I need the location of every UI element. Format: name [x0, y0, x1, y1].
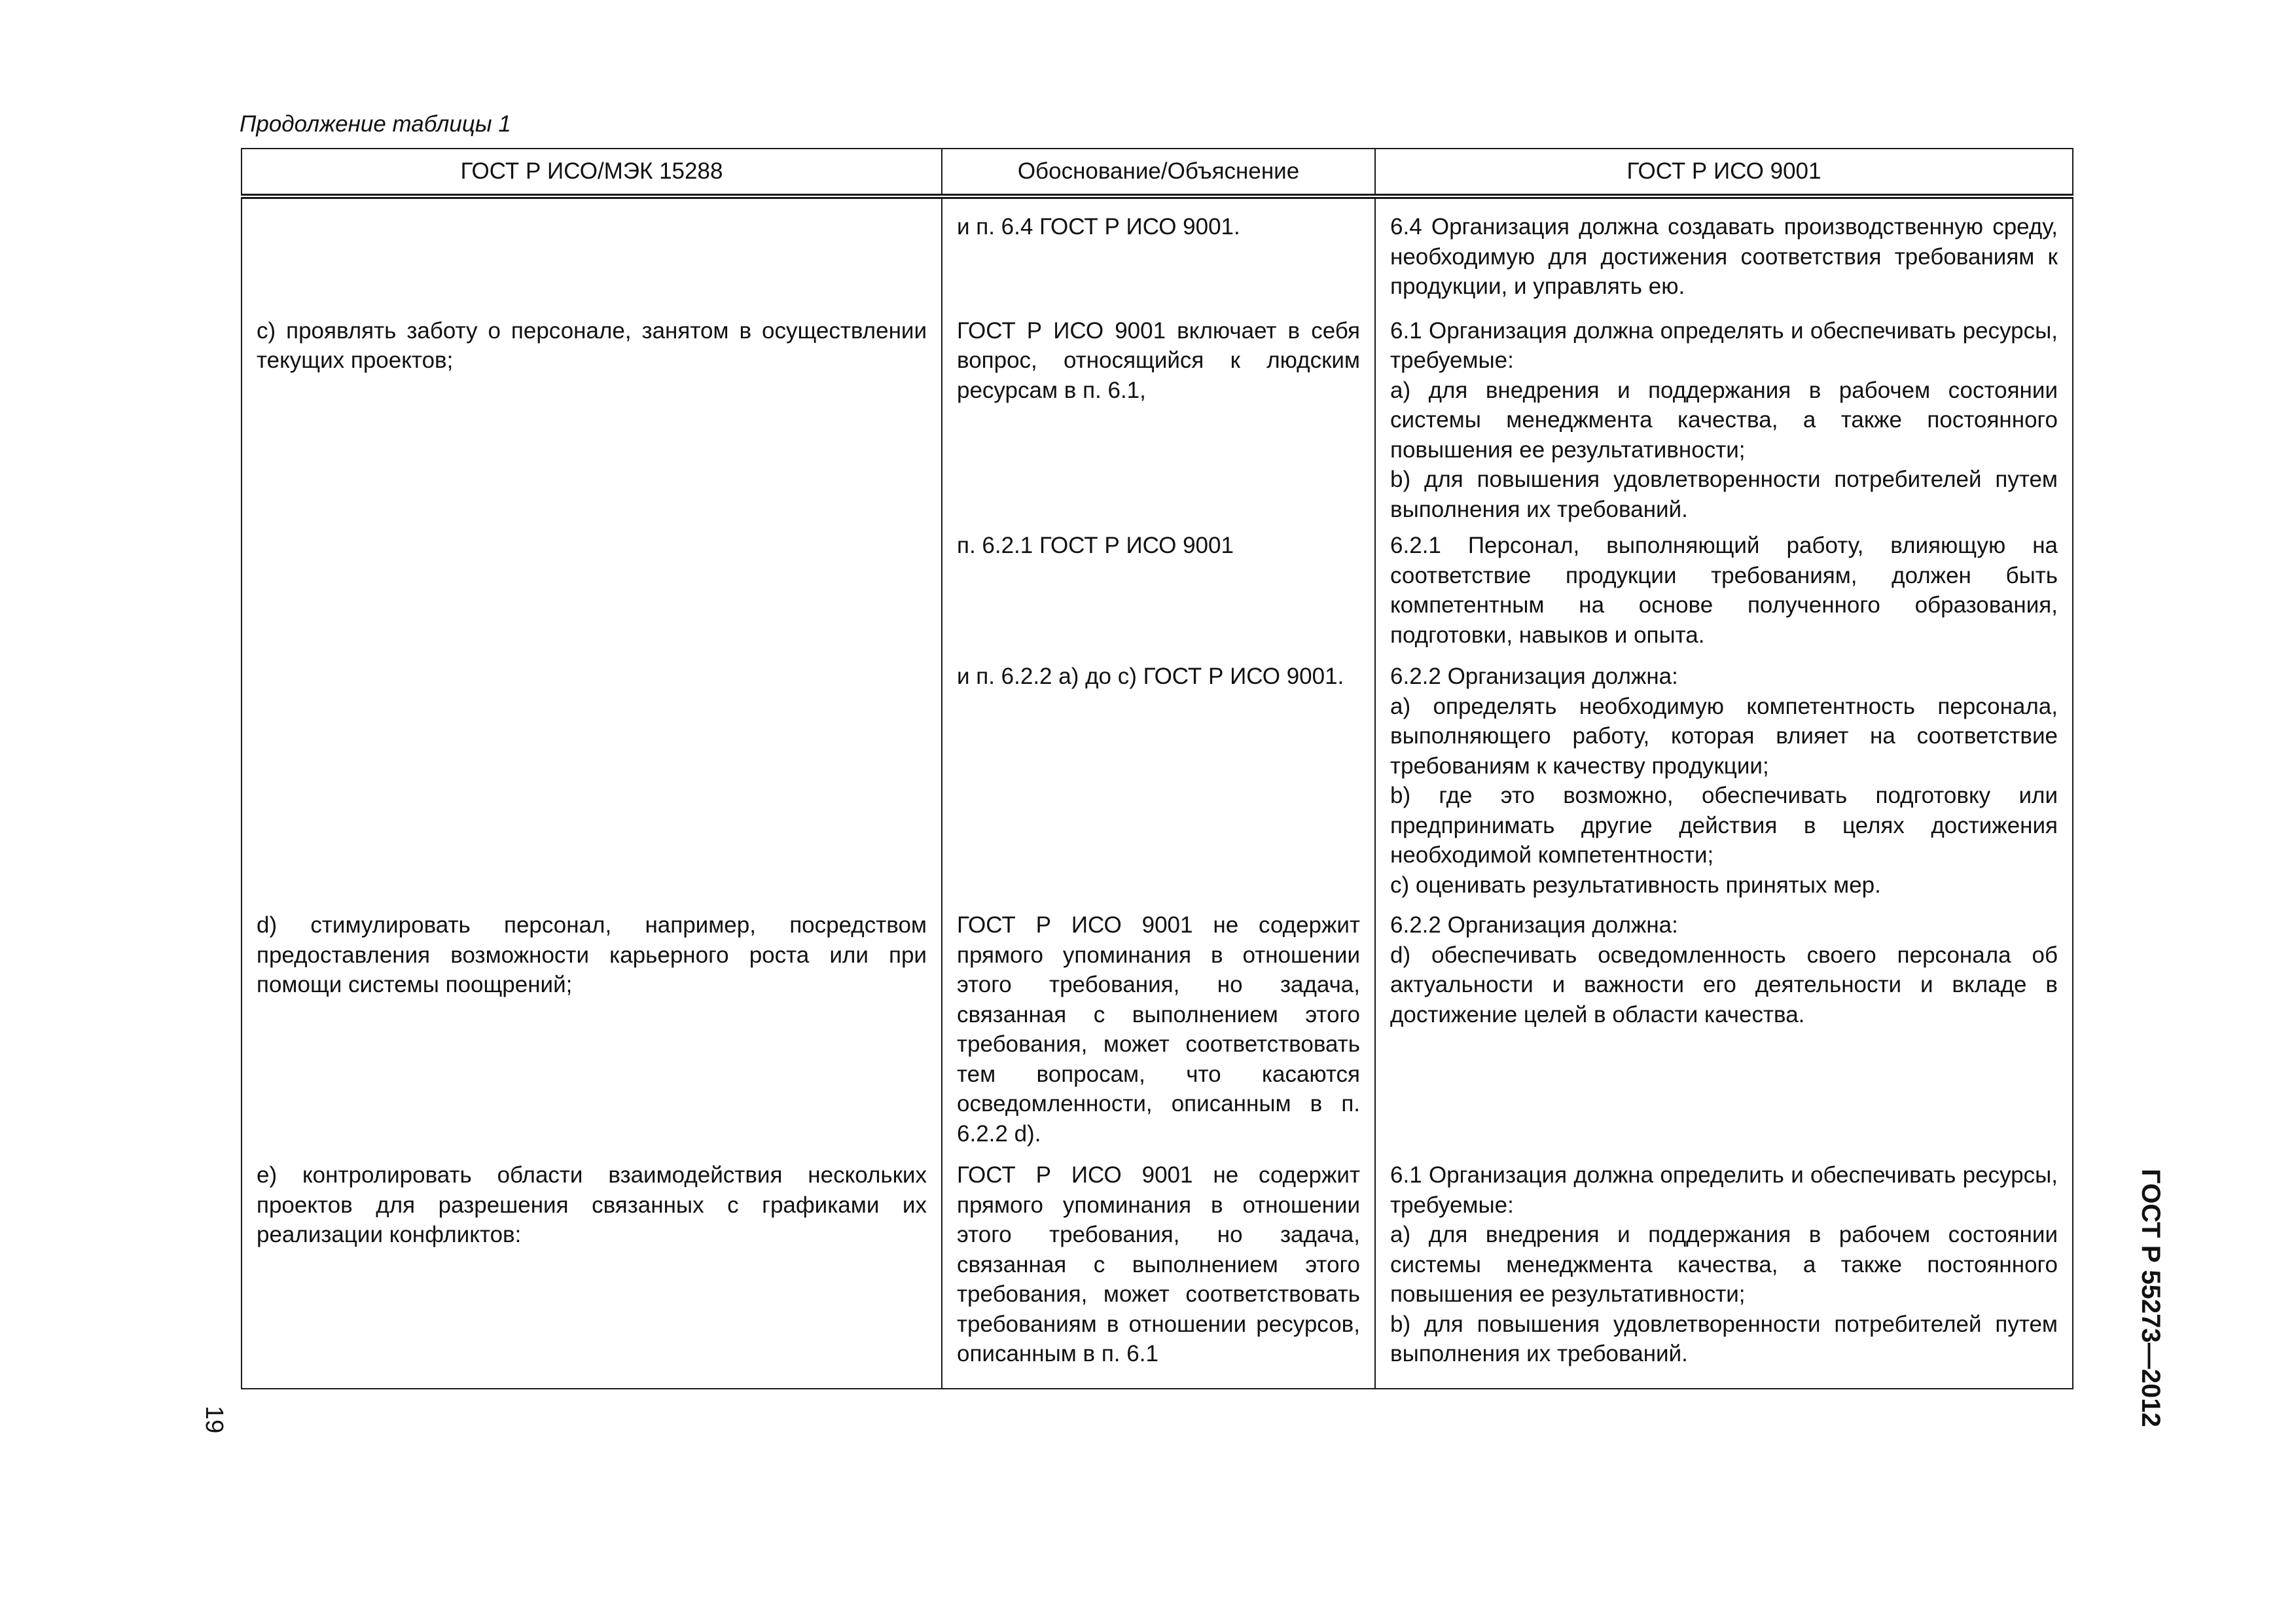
page-number: 19	[200, 1406, 228, 1434]
table-row	[242, 904, 2073, 1149]
cell-15288	[242, 655, 942, 904]
cell-paragraph: ГОСТ Р ИСО 9001 не содержит прямого упоминания в отношении этого требования, но задача, связанная с выполнением этого требования, может соответствовать требованиям в отношении ресурсов, описанным в п. 6.1	[957, 1162, 1360, 1366]
table-row	[242, 655, 2073, 904]
cell-paragraph: и п. 6.4 ГОСТ Р ИСО 9001.	[957, 214, 1240, 240]
cell-9001	[1375, 196, 2073, 302]
comparison-table	[241, 148, 2073, 1389]
cell-paragraph: a) определять необходимую компетентность персонала, выполняющего работу, которая влияет на соответствие требованиям к качеству продукции;	[1390, 693, 2058, 779]
table-caption: Продолжение таблицы 1	[240, 111, 511, 137]
cell-paragraph: c) оценивать результативность принятых мер.	[1390, 872, 1881, 898]
cell-justification	[942, 1149, 1375, 1389]
cell-9001	[1375, 1149, 2073, 1389]
cell-paragraph: 6.1 Организация должна определить и обеспечивать ресурсы, требуемые:	[1390, 1162, 2058, 1218]
header-gost-iso-iec-15288: ГОСТ Р ИСО/МЭК 15288	[242, 149, 942, 196]
cell-paragraph: b) для повышения удовлетворенности потребителей путем выполнения их требований.	[1390, 1311, 2058, 1366]
cell-justification	[942, 524, 1375, 655]
header-justification: Обоснование/Объяснение	[942, 149, 1375, 196]
cell-15288	[242, 302, 942, 525]
cell-9001	[1375, 655, 2073, 904]
cell-paragraph: a) для внедрения и поддержания в рабочем состоянии системы менеджмента качества, а также постоянного повышения ее результативности;	[1390, 377, 2058, 463]
cell-15288	[242, 1149, 942, 1389]
cell-paragraph: 6.2.2 Организация должна:	[1390, 912, 1678, 938]
cell-9001	[1375, 302, 2073, 525]
table-row	[242, 524, 2073, 655]
cell-15288	[242, 196, 942, 302]
cell-paragraph: e) контролировать области взаимодействия нескольких проектов для разрешения связанных с графиками их реализации конфликтов:	[257, 1162, 927, 1247]
cell-9001	[1375, 524, 2073, 655]
cell-paragraph: ГОСТ Р ИСО 9001 включает в себя вопрос, относящийся к людским ресурсам в п. 6.1,	[957, 317, 1360, 403]
cell-paragraph: п. 6.2.1 ГОСТ Р ИСО 9001	[957, 533, 1234, 558]
standard-designation: ГОСТ Р 55273—2012	[2136, 1169, 2165, 1427]
cell-justification	[942, 904, 1375, 1149]
cell-15288	[242, 524, 942, 655]
table-header-row	[242, 149, 2073, 196]
cell-paragraph: b) где это возможно, обеспечивать подготовку или предпринимать другие действия в целях достижения необходимой компетентности;	[1390, 783, 2058, 868]
cell-justification	[942, 655, 1375, 904]
cell-9001	[1375, 904, 2073, 1149]
cell-paragraph: 6.1 Организация должна определять и обеспечивать ресурсы, требуемые:	[1390, 317, 2058, 373]
cell-paragraph: b) для повышения удовлетворенности потребителей путем выполнения их требований.	[1390, 467, 2058, 522]
cell-15288	[242, 904, 942, 1149]
cell-paragraph: 6.2.1 Персонал, выполняющий работу, влияющую на соответствие продукции требованиям, должен быть компетентным на основе полученного образования, подготовки, навыков и опыта.	[1390, 533, 2058, 648]
table-row	[242, 1149, 2073, 1389]
cell-paragraph: d) стимулировать персонал, например, посредством предоставления возможности карьерного роста или при помощи системы поощрений;	[257, 912, 927, 997]
header-gost-iso-9001: ГОСТ Р ИСО 9001	[1375, 149, 2073, 196]
cell-justification	[942, 302, 1375, 525]
cell-paragraph: ГОСТ Р ИСО 9001 не содержит прямого упоминания в отношении этого требования, но задача, связанная с выполнением этого требования, может соответствовать тем вопросам, что касаются осведомленности, описанным в п. 6.2.2 d).	[957, 912, 1360, 1147]
cell-paragraph: d) обеспечивать осведомленность своего персонала об актуальности и важности его деятельности и вкладе в достижение целей в области качества.	[1390, 942, 2058, 1027]
table-row	[242, 196, 2073, 302]
cell-paragraph: 6.2.2 Организация должна:	[1390, 664, 1678, 689]
cell-justification	[942, 196, 1375, 302]
cell-paragraph: a) для внедрения и поддержания в рабочем состоянии системы менеджмента качества, а также постоянного повышения ее результативности;	[1390, 1222, 2058, 1307]
cell-paragraph: 6.4 Организация должна создавать производственную среду, необходимую для достижения соответствия требованиям к продукции, и управлять ею.	[1390, 214, 2058, 299]
table-row	[242, 302, 2073, 525]
cell-paragraph: c) проявлять заботу о персонале, занятом в осуществлении текущих проектов;	[257, 317, 927, 373]
cell-paragraph: и п. 6.2.2 а) до с) ГОСТ Р ИСО 9001.	[957, 664, 1344, 689]
comparison-table-container	[241, 148, 2072, 1389]
